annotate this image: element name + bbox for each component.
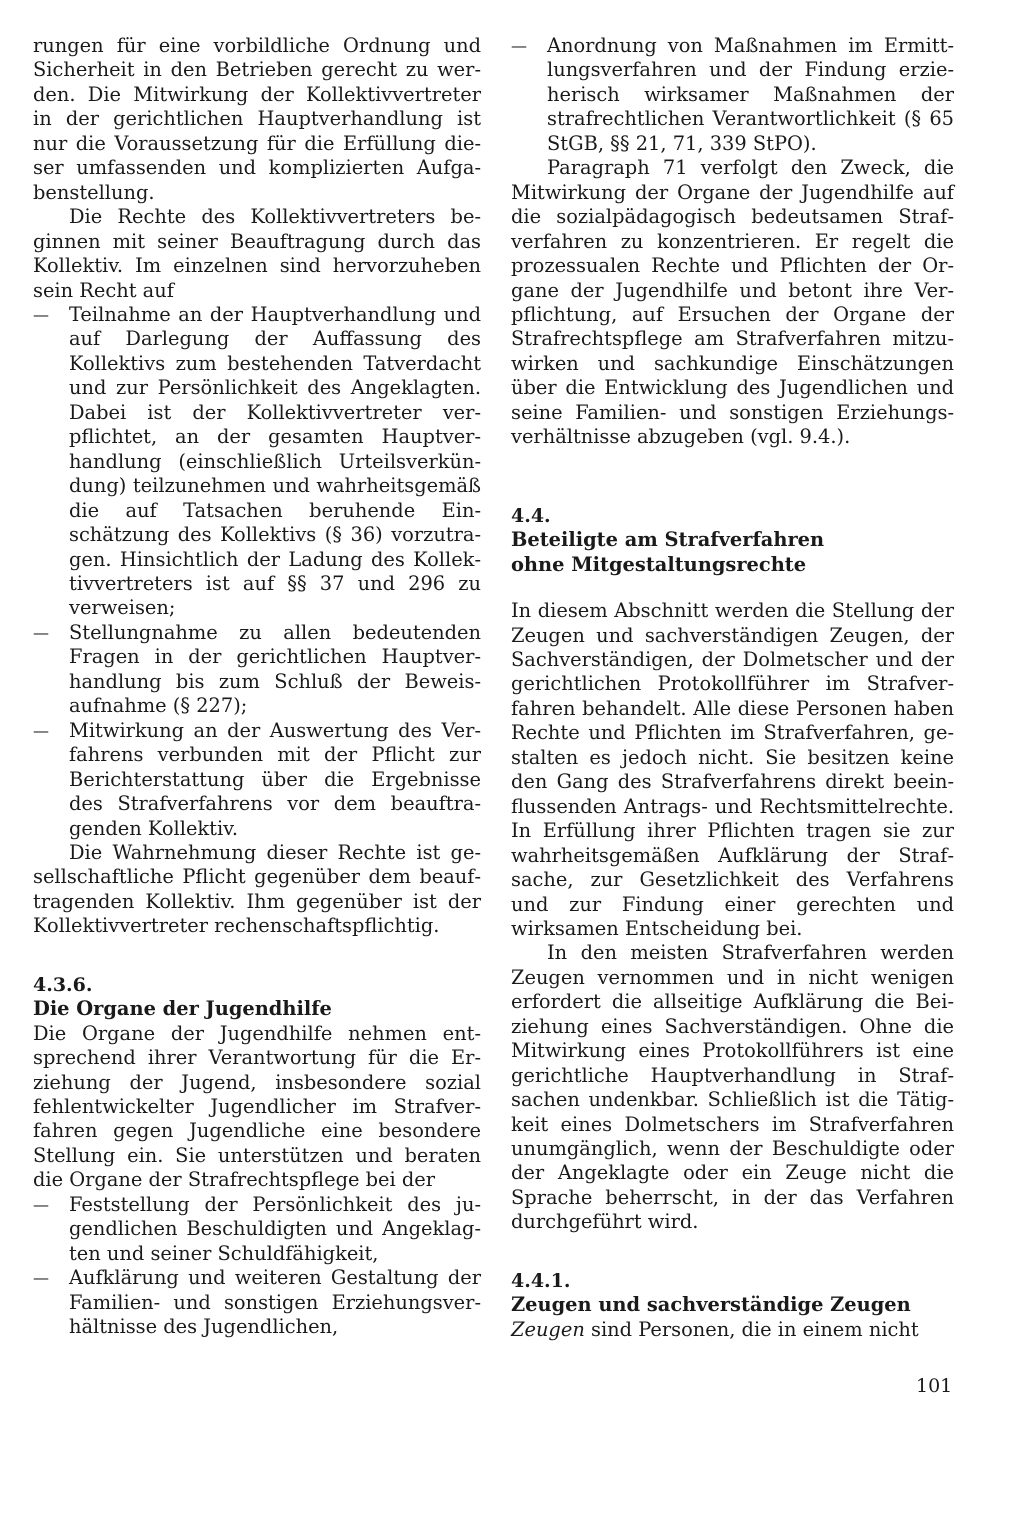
subsection-number: 4.4.1. bbox=[511, 1269, 571, 1292]
list-item: — Stellungnahme zu allen bedeutenden Fragen in der gerichtlichen Hauptverhandlung bis zum Schluß der Beweisaufnahme (§ 227); bbox=[33, 621, 481, 719]
list-item: — Mitwirkung an der Auswertung des Verfahrens verbunden mit der Pflicht zur Berichterstattung über die Ergebnisse des Strafverfahrens vor dem beauftragenden Kollektiv. bbox=[33, 719, 481, 841]
list-item: — Aufklärung und weiteren Gestaltung der Familien- und sonstigen Erziehungsverhältnisse des Jugendlichen, bbox=[33, 1266, 481, 1339]
list-item: — Feststellung der Persönlichkeit des jugendlichen Beschuldigten und Angeklagten und seiner Schuldfähigkeit, bbox=[33, 1193, 481, 1266]
dash-list bbox=[33, 1193, 481, 1340]
subsection-title: Zeugen und sachverständige Zeugen bbox=[511, 1293, 911, 1317]
dash-list bbox=[33, 303, 481, 841]
paragraph: Die Organe der Jugendhilfe nehmen entsprechend ihrer Verantwortung für die Erziehung der Jugend, insbesondere sozial fehlentwickelter Jugendlicher im Strafverfahren gegen Jugendliche eine besondere Stellung ein. Sie unterstützen und beraten die Organe der Strafrechtspflege bei der bbox=[33, 1021, 481, 1192]
right-column bbox=[511, 34, 954, 1342]
section-title: Die Organe der Jugendhilfe bbox=[33, 997, 332, 1021]
paragraph: Die Rechte des Kollektivvertreters beginnen mit seiner Beauftragung durch das Kollektiv. Im einzelnen sind hervorzuheben sein Recht auf bbox=[33, 205, 481, 302]
left-column bbox=[33, 34, 481, 1340]
dash-list bbox=[511, 34, 954, 156]
paragraph: Die Wahrnehmung dieser Rechte ist gesellschaftliche Pflicht gegenüber dem beauftragenden Kollektiv. Ihm gegenüber ist der Kollektivvertreter rechenschaftspflichtig. bbox=[33, 840, 481, 938]
section-number: 4.4. bbox=[511, 504, 551, 527]
section-number: 4.3.6. bbox=[33, 973, 93, 996]
paragraph: rungen für eine vorbildliche Ordnung und Sicherheit in den Betrieben gerecht zu werden. Die Mitwirkung der Kollektivvertreter in der gerichtlichen Hauptverhandlung ist nur die Voraussetzung für die Erfüllung dieser umfassenden und komplizierten Aufgabenstellung. bbox=[33, 34, 481, 204]
paragraph: Paragraph 71 verfolgt den Zweck, die Mitwirkung der Organe der Jugendhilfe auf die sozialpädagogisch bedeutsamen Strafverfahren zu konzentrieren. Er regelt die prozessualen Rechte und Pflichten der Organe der Jugendhilfe und betont ihre Verpflichtung, auf Ersuchen der Organe der Strafrechtspflege am Strafverfahren mitzuwirken und sachkundige Einschätzungen über die Entwicklung des Jugendlichen und seine Familien- und sonstigen Erziehungsverhältnisse abzugeben (vgl. 9.4.). bbox=[511, 156, 954, 449]
page-number: 101 bbox=[916, 1375, 953, 1397]
section-title-line-1: Beteiligte am Strafverfahren bbox=[511, 528, 825, 552]
list-item: — Teilnahme an der Hauptverhandlung und auf Darlegung der Auffassung des Kollektivs zum bestehenden Tatverdacht und zur Persönlichkeit des Angeklagten. Dabei ist der Kollektivvertreter verpflichtet, an der gesamten Hauptverhandlung (einschließlich Urteilsverkündung) teilzunehmen und wahrheitsgemäß die auf Tatsachen beruhende Einschätzung des Kollektivs (§ 36) vorzutragen. Hinsichtlich der Ladung des Kollektivvertreters ist auf §§ 37 und 296 zu verweisen; bbox=[33, 303, 481, 621]
paragraph bbox=[511, 1318, 954, 1342]
section-title-line-2: ohne Mitgestaltungsrechte bbox=[511, 552, 807, 576]
paragraph-text: sind Personen, die in einem nicht bbox=[584, 1317, 919, 1341]
emphasis-term: Zeugen bbox=[511, 1317, 585, 1341]
paragraph: In diesem Abschnitt werden die Stellung der Zeugen und sachverständigen Zeugen, der Sachverständigen, der Dolmetscher und der gerichtlichen Protokollführer im Strafverfahren behandelt. Alle diese Personen haben Rechte und Pflichten im Strafverfahren, gestalten es jedoch nicht. Sie besitzen keine den Gang des Strafverfahrens direkt beeinflussenden Antrags- und Rechtsmittelrechte. In Erfüllung ihrer Pflichten tragen sie zur wahrheitsgemäßen Aufklärung der Strafsache, zur Gesetzlichkeit des Verfahrens und zur Findung einer gerechten und wirksamen Entscheidung bei. bbox=[511, 599, 954, 940]
list-item: — Anordnung von Maßnahmen im Ermittlungsverfahren und der Findung erzieherisch wirksamer Maßnahmen der strafrechtlichen Verantwortlichkeit (§ 65 StGB, §§ 21, 71, 339 StPO). bbox=[511, 34, 954, 156]
paragraph: In den meisten Strafverfahren werden Zeugen vernommen und in nicht wenigen erfordert die allseitige Aufklärung die Beiziehung eines Sachverständigen. Ohne die Mitwirkung eines Protokollführers ist eine gerichtliche Hauptverhandlung in Strafsachen undenkbar. Schließlich ist die Tätigkeit eines Dolmetschers im Strafverfahren unumgänglich, wenn der Beschuldigte oder der Angeklagte oder ein Zeuge nicht die Sprache beherrscht, in der das Verfahren durchgeführt wird. bbox=[511, 941, 954, 1234]
